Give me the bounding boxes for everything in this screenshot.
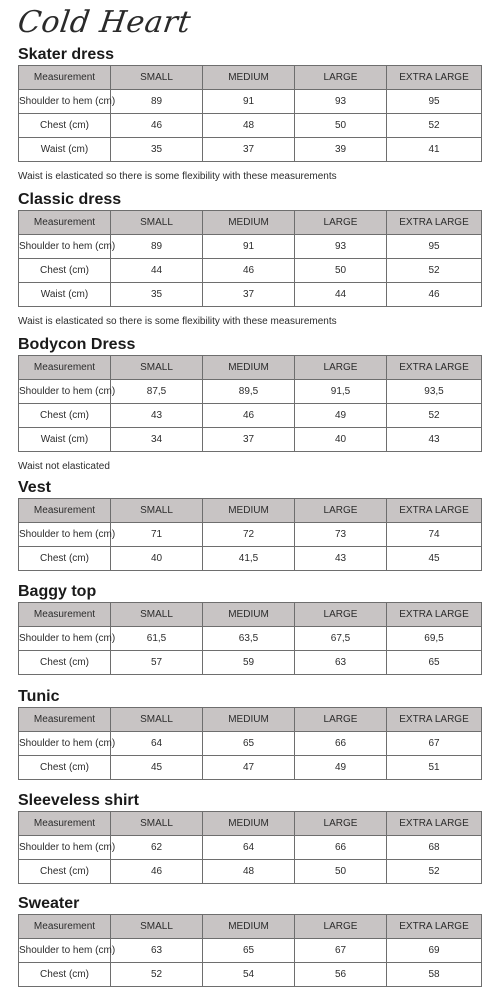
brand-logo xyxy=(15,2,194,44)
size-table xyxy=(18,355,482,452)
column-header: MEDIUM xyxy=(203,356,295,380)
table-cell: 65 xyxy=(203,732,295,756)
table-row xyxy=(19,404,482,428)
table-cell: 65 xyxy=(387,651,482,675)
table-cell: 40 xyxy=(295,428,387,452)
table-cell: 91,5 xyxy=(295,380,387,404)
table-cell: 37 xyxy=(203,428,295,452)
table-row xyxy=(19,283,482,307)
column-header: SMALL xyxy=(111,66,203,90)
table-cell: 61,5 xyxy=(111,627,203,651)
table-row xyxy=(19,114,482,138)
section-title: Sleeveless shirt xyxy=(18,792,139,809)
table-cell: 54 xyxy=(203,963,295,987)
table-cell: 93 xyxy=(295,90,387,114)
section-title: Baggy top xyxy=(18,583,97,600)
table-cell: 87,5 xyxy=(111,380,203,404)
column-header: SMALL xyxy=(111,603,203,627)
size-table xyxy=(18,498,482,571)
table-row xyxy=(19,627,482,651)
table-cell: 95 xyxy=(387,90,482,114)
table-cell: 64 xyxy=(203,836,295,860)
column-header: EXTRA LARGE xyxy=(387,499,482,523)
column-header: EXTRA LARGE xyxy=(387,915,482,939)
table-cell: 49 xyxy=(295,404,387,428)
size-section xyxy=(18,894,481,987)
column-header: EXTRA LARGE xyxy=(387,356,482,380)
size-table xyxy=(18,914,482,987)
column-header: LARGE xyxy=(295,356,387,380)
section-title: Bodycon Dress xyxy=(18,336,136,353)
table-cell: 41 xyxy=(387,138,482,162)
column-header: MEDIUM xyxy=(203,708,295,732)
size-section xyxy=(18,190,481,329)
table-cell: 48 xyxy=(203,860,295,884)
table-cell: 89 xyxy=(111,90,203,114)
table-cell: 50 xyxy=(295,114,387,138)
table-cell: 66 xyxy=(295,836,387,860)
section-note: Waist is elasticated so there is some flexibility with these measurements xyxy=(18,316,337,327)
table-cell: 91 xyxy=(203,235,295,259)
table-row xyxy=(19,138,482,162)
table-cell: 56 xyxy=(295,963,387,987)
table-cell: 41,5 xyxy=(203,547,295,571)
column-header: SMALL xyxy=(111,211,203,235)
column-header: Measurement xyxy=(19,211,111,235)
table-cell: 43 xyxy=(295,547,387,571)
column-header: Measurement xyxy=(19,356,111,380)
row-label: Shoulder to hem (cm) xyxy=(19,732,111,756)
table-row xyxy=(19,860,482,884)
size-section xyxy=(18,582,481,675)
table-cell: 34 xyxy=(111,428,203,452)
row-label: Shoulder to hem (cm) xyxy=(19,939,111,963)
table-cell: 47 xyxy=(203,756,295,780)
table-cell: 46 xyxy=(203,404,295,428)
table-cell: 49 xyxy=(295,756,387,780)
row-label: Chest (cm) xyxy=(19,259,111,283)
table-cell: 91 xyxy=(203,90,295,114)
table-header-row xyxy=(19,812,482,836)
table-cell: 35 xyxy=(111,283,203,307)
table-cell: 68 xyxy=(387,836,482,860)
row-label: Shoulder to hem (cm) xyxy=(19,523,111,547)
row-label: Chest (cm) xyxy=(19,756,111,780)
column-header: LARGE xyxy=(295,915,387,939)
table-cell: 89 xyxy=(111,235,203,259)
table-cell: 93 xyxy=(295,235,387,259)
table-cell: 46 xyxy=(111,114,203,138)
column-header: EXTRA LARGE xyxy=(387,603,482,627)
column-header: MEDIUM xyxy=(203,915,295,939)
table-cell: 52 xyxy=(387,259,482,283)
column-header: LARGE xyxy=(295,66,387,90)
brand-name: Cold Heart xyxy=(15,5,194,40)
column-header: MEDIUM xyxy=(203,66,295,90)
column-header: Measurement xyxy=(19,708,111,732)
table-header-row xyxy=(19,499,482,523)
table-cell: 89,5 xyxy=(203,380,295,404)
size-section xyxy=(18,687,481,780)
row-label: Shoulder to hem (cm) xyxy=(19,235,111,259)
table-cell: 63 xyxy=(295,651,387,675)
row-label: Waist (cm) xyxy=(19,138,111,162)
section-title: Vest xyxy=(18,479,51,496)
table-cell: 69 xyxy=(387,939,482,963)
row-label: Shoulder to hem (cm) xyxy=(19,90,111,114)
table-cell: 51 xyxy=(387,756,482,780)
table-cell: 52 xyxy=(111,963,203,987)
size-table xyxy=(18,602,482,675)
table-cell: 44 xyxy=(111,259,203,283)
size-section xyxy=(18,791,481,884)
table-header-row xyxy=(19,356,482,380)
table-cell: 39 xyxy=(295,138,387,162)
row-label: Chest (cm) xyxy=(19,114,111,138)
row-label: Waist (cm) xyxy=(19,428,111,452)
table-header-row xyxy=(19,211,482,235)
column-header: LARGE xyxy=(295,708,387,732)
table-cell: 67,5 xyxy=(295,627,387,651)
table-cell: 46 xyxy=(111,860,203,884)
table-row xyxy=(19,732,482,756)
table-row xyxy=(19,939,482,963)
column-header: EXTRA LARGE xyxy=(387,211,482,235)
table-cell: 72 xyxy=(203,523,295,547)
table-cell: 46 xyxy=(387,283,482,307)
size-section xyxy=(18,335,481,474)
section-title: Classic dress xyxy=(18,191,122,208)
table-cell: 63 xyxy=(111,939,203,963)
section-note: Waist is elasticated so there is some flexibility with these measurements xyxy=(18,171,337,182)
table-row xyxy=(19,90,482,114)
table-cell: 45 xyxy=(387,547,482,571)
section-title: Tunic xyxy=(18,688,60,705)
table-cell: 48 xyxy=(203,114,295,138)
column-header: EXTRA LARGE xyxy=(387,66,482,90)
column-header: Measurement xyxy=(19,915,111,939)
table-cell: 66 xyxy=(295,732,387,756)
column-header: SMALL xyxy=(111,812,203,836)
table-header-row xyxy=(19,603,482,627)
column-header: MEDIUM xyxy=(203,211,295,235)
table-cell: 93,5 xyxy=(387,380,482,404)
column-header: EXTRA LARGE xyxy=(387,812,482,836)
column-header: MEDIUM xyxy=(203,499,295,523)
row-label: Waist (cm) xyxy=(19,283,111,307)
row-label: Shoulder to hem (cm) xyxy=(19,380,111,404)
table-cell: 62 xyxy=(111,836,203,860)
table-cell: 95 xyxy=(387,235,482,259)
column-header: MEDIUM xyxy=(203,603,295,627)
table-header-row xyxy=(19,66,482,90)
table-cell: 50 xyxy=(295,860,387,884)
column-header: Measurement xyxy=(19,603,111,627)
column-header: LARGE xyxy=(295,499,387,523)
table-row xyxy=(19,756,482,780)
table-cell: 58 xyxy=(387,963,482,987)
column-header: SMALL xyxy=(111,499,203,523)
size-table xyxy=(18,65,482,162)
table-row xyxy=(19,235,482,259)
section-title: Skater dress xyxy=(18,46,115,63)
table-cell: 67 xyxy=(295,939,387,963)
column-header: Measurement xyxy=(19,812,111,836)
table-cell: 69,5 xyxy=(387,627,482,651)
table-row xyxy=(19,523,482,547)
size-section xyxy=(18,478,481,571)
table-row xyxy=(19,651,482,675)
row-label: Chest (cm) xyxy=(19,963,111,987)
section-note: Waist not elasticated xyxy=(18,461,110,472)
table-cell: 50 xyxy=(295,259,387,283)
table-cell: 44 xyxy=(295,283,387,307)
column-header: SMALL xyxy=(111,708,203,732)
column-header: LARGE xyxy=(295,211,387,235)
table-cell: 46 xyxy=(203,259,295,283)
table-header-row xyxy=(19,708,482,732)
table-cell: 64 xyxy=(111,732,203,756)
table-row xyxy=(19,963,482,987)
table-cell: 67 xyxy=(387,732,482,756)
column-header: EXTRA LARGE xyxy=(387,708,482,732)
size-table xyxy=(18,707,482,780)
column-header: MEDIUM xyxy=(203,812,295,836)
table-cell: 52 xyxy=(387,860,482,884)
table-cell: 37 xyxy=(203,138,295,162)
row-label: Chest (cm) xyxy=(19,860,111,884)
table-row xyxy=(19,380,482,404)
table-cell: 65 xyxy=(203,939,295,963)
table-row xyxy=(19,836,482,860)
table-cell: 71 xyxy=(111,523,203,547)
column-header: SMALL xyxy=(111,356,203,380)
row-label: Chest (cm) xyxy=(19,547,111,571)
size-section xyxy=(18,45,481,184)
table-cell: 37 xyxy=(203,283,295,307)
table-row xyxy=(19,428,482,452)
table-row xyxy=(19,547,482,571)
row-label: Shoulder to hem (cm) xyxy=(19,836,111,860)
row-label: Shoulder to hem (cm) xyxy=(19,627,111,651)
table-cell: 52 xyxy=(387,114,482,138)
table-row xyxy=(19,259,482,283)
table-header-row xyxy=(19,915,482,939)
table-cell: 43 xyxy=(111,404,203,428)
column-header: Measurement xyxy=(19,66,111,90)
table-cell: 43 xyxy=(387,428,482,452)
column-header: LARGE xyxy=(295,812,387,836)
table-cell: 52 xyxy=(387,404,482,428)
size-table xyxy=(18,811,482,884)
table-cell: 35 xyxy=(111,138,203,162)
table-cell: 40 xyxy=(111,547,203,571)
section-title: Sweater xyxy=(18,895,80,912)
column-header: LARGE xyxy=(295,603,387,627)
size-table xyxy=(18,210,482,307)
column-header: Measurement xyxy=(19,499,111,523)
table-cell: 63,5 xyxy=(203,627,295,651)
table-cell: 73 xyxy=(295,523,387,547)
table-cell: 74 xyxy=(387,523,482,547)
row-label: Chest (cm) xyxy=(19,404,111,428)
row-label: Chest (cm) xyxy=(19,651,111,675)
column-header: SMALL xyxy=(111,915,203,939)
table-cell: 45 xyxy=(111,756,203,780)
table-cell: 57 xyxy=(111,651,203,675)
table-cell: 59 xyxy=(203,651,295,675)
